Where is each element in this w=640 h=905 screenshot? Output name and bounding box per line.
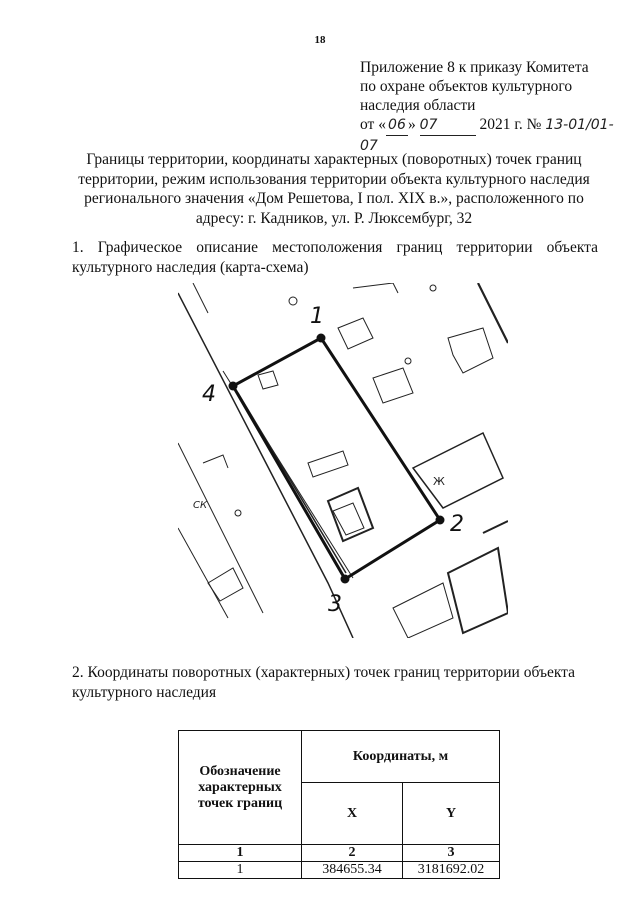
section-2-heading: 2. Координаты поворотных (характерных) точек границ территории объекта культурного наследия	[72, 664, 576, 701]
section-1-heading: 1. Графическое описание местоположения границ территории объекта культурного наследия (карта-схема)	[72, 239, 598, 276]
date-month: 07	[420, 116, 476, 136]
date-prefix: от «	[360, 116, 386, 133]
appendix-line-1: Приложение 8 к приказу Комитета	[360, 59, 589, 76]
header-coordinates: Координаты, м	[302, 731, 500, 783]
boundary-map	[178, 283, 508, 638]
header-x: X	[302, 783, 403, 845]
coordinates-table	[178, 730, 500, 879]
order-number: 13-01/01-07	[360, 117, 614, 154]
table-row	[179, 862, 500, 879]
document-title: Границы территории, координаты характерных (поворотных) точек границ территории, режим использования территории объекта культурного наследия регионального значения «Дом Решетова, I пол. XIX в.», расположенного по адресу: г. Кадников, ул. Р. Люксембург, 32	[78, 151, 590, 227]
appendix-header	[360, 58, 630, 156]
point-4	[229, 382, 238, 391]
header-y: Y	[403, 783, 500, 845]
point-label-3: 3	[328, 592, 342, 617]
appendix-line-3: наследия области	[360, 97, 476, 114]
col-num-3: 3	[403, 845, 500, 862]
header-designation: Обозначение характерных точек границ	[179, 731, 302, 845]
zh-label: Ж	[433, 475, 445, 488]
point-3	[341, 575, 350, 584]
date-mid: »	[407, 116, 416, 133]
date-year: 2021 г. №	[479, 116, 542, 133]
row-x: 384655.34	[302, 862, 403, 879]
date-day: 06	[386, 116, 408, 136]
col-num-1: 1	[179, 845, 302, 862]
point-label-4: 4	[202, 382, 216, 407]
point-2	[436, 516, 445, 525]
col-num-2: 2	[302, 845, 403, 862]
row-y: 3181692.02	[403, 862, 500, 879]
page-number: 18	[314, 34, 326, 46]
appendix-line-2: по охране объектов культурного	[360, 78, 573, 95]
point-label-2: 2	[450, 512, 464, 537]
ck-label: СК	[193, 500, 208, 511]
point-label-1: 1	[310, 304, 324, 329]
row-point: 1	[179, 862, 302, 879]
point-1	[317, 334, 326, 343]
